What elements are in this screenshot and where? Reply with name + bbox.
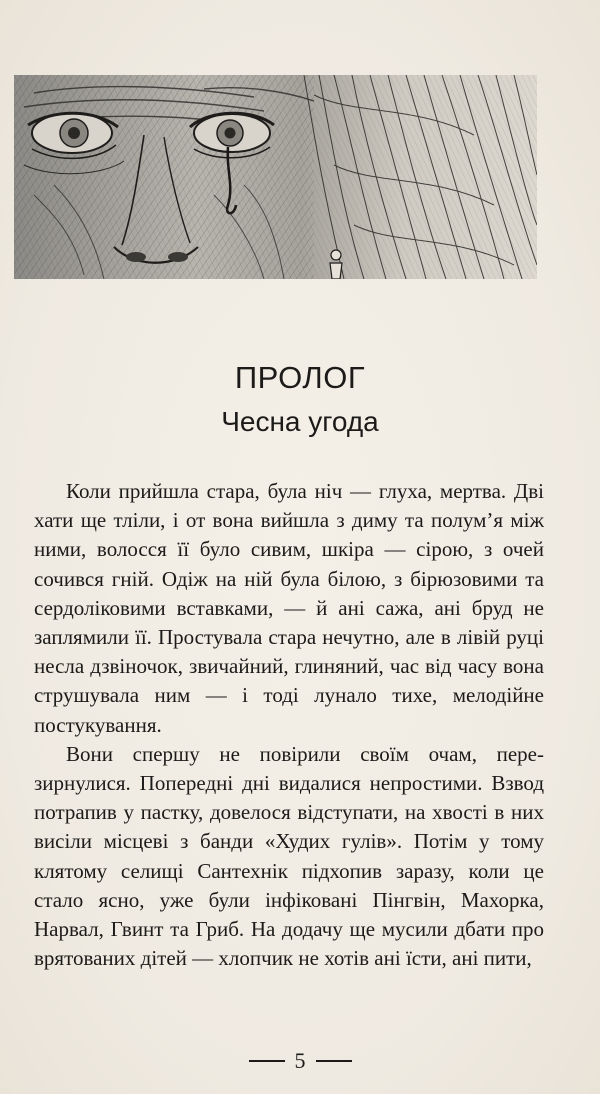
page-number: 5 bbox=[294, 1048, 306, 1073]
illustration-drawing bbox=[14, 75, 537, 279]
chapter-title: Чесна угода bbox=[221, 406, 379, 437]
chapter-heading: ПРОЛОГ bbox=[234, 360, 366, 395]
page-footer bbox=[0, 1046, 600, 1076]
body-text bbox=[34, 477, 544, 973]
paragraph-1: Коли прийшла стара, була ніч — глуха, мертва. Дві хати ще тліли, і от вона вийшла з диму та полум’я між ними, волосся її було сивим, шкіра — сірою, з очей сочився гній. Одіж на ній була білою, з бірюзовими та сердоліковими вставками, — й ані сажа, ані бруд не заплямили її. Простувала стара нечутно, але в лівій руці несла дзвіночок, звичайний, глиняний, час від часу вона струшувала ним — і тоді лунало тихе, мелодійне постукування. bbox=[34, 479, 544, 737]
footer-rule-right bbox=[316, 1060, 352, 1062]
paragraph-2: Вони спершу не повірили своїм очам, перезирнулися. Попередні дні видалися непростими. Взвод потрапив у пастку, довелося відступати, на хвості в них висіли місцеві з банди «Худих гулів». Потім у тому клятому селищі Сантехнік підхопив заразу, коли це стало ясно, уже були інфіковані Пінгвін, Махорка, Нарвал, Гвинт та Гриб. На додачу ще мусили дбати про врятованих дітей — хлопчик не хотів ані їсти, ані пити, bbox=[34, 741, 544, 971]
footer-rule-left bbox=[249, 1060, 285, 1062]
old-woman-illustration bbox=[14, 75, 537, 279]
